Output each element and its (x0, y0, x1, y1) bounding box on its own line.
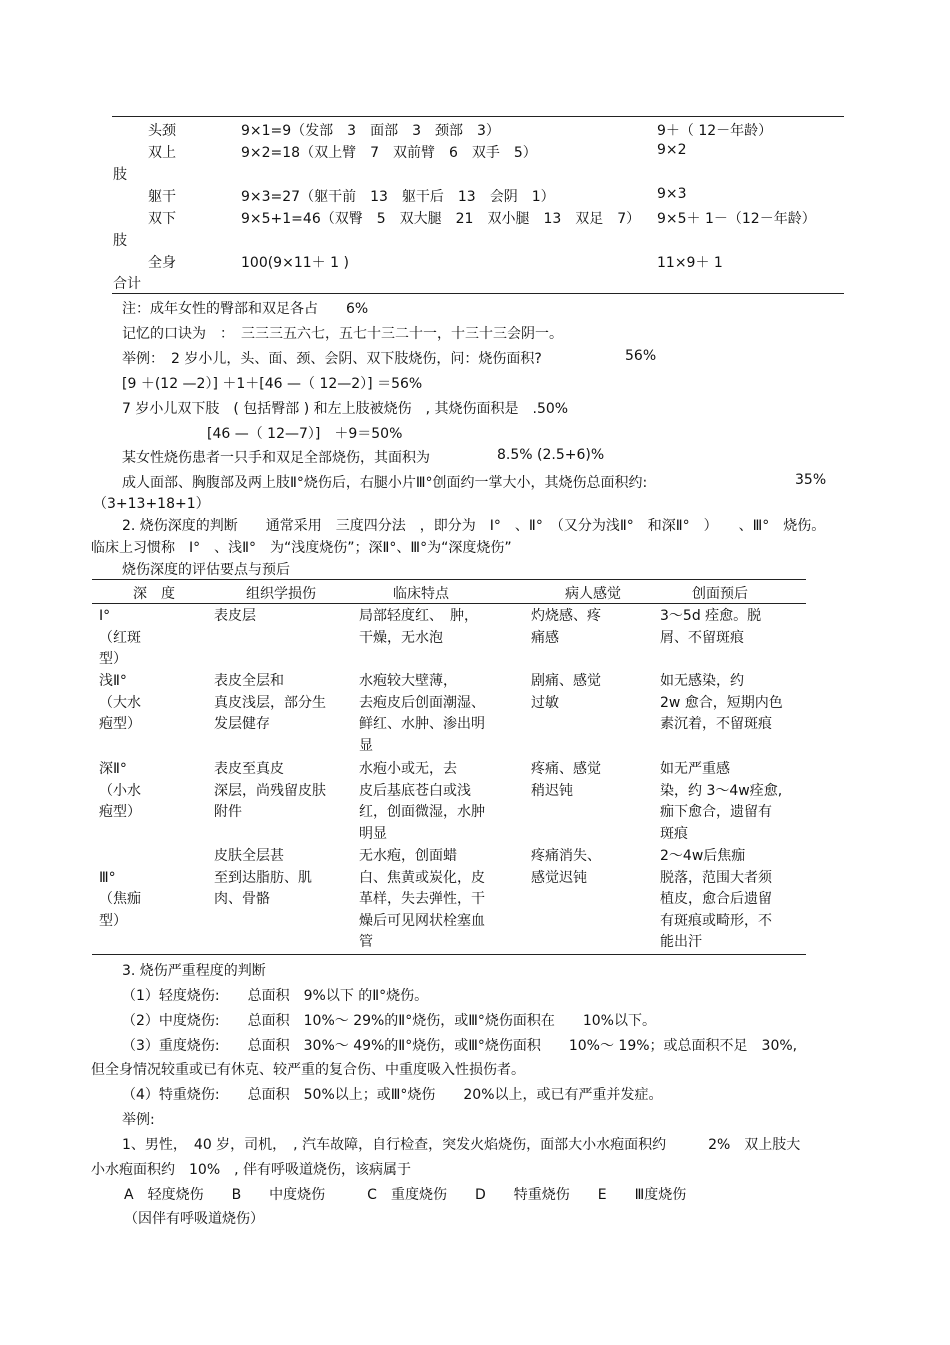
tissue-cell: 表皮全层和 真皮浅层，部分生 发层健存 (214, 673, 326, 732)
depth-table-header: 深 度 (133, 586, 175, 602)
depth-table-header: 创面预后 (692, 586, 748, 602)
example-3-answer: 8.5% (2.5+6)% (497, 447, 605, 463)
severity-mild: （1）轻度烧伤: 总面积 9%以下 的Ⅱ°烧伤。 (122, 988, 429, 1004)
rule-part-wrap: 肢 (113, 167, 127, 183)
prognosis-cell: 2～4w后焦痂 脱落，范围大者须 植皮，愈合后遗留 有斑痕或畸形，不 能出汗 (660, 848, 772, 950)
depth-table-bottom-border (92, 954, 806, 955)
depth-table-header: 病人感觉 (565, 586, 621, 602)
example-4-answer: 35% (795, 472, 827, 488)
example-1-calc: [9 ＋(12 —2）] ＋1＋[46 —（ 12—2）] ＝56% (122, 376, 423, 392)
question-1-line-2: 小水疱面积约 10% , 伴有呼吸道烧伤，该病属于 (91, 1162, 412, 1178)
rule-formula-cell: 9×5+1=46（双臀 5 双大腿 21 双小腿 13 双足 7） (241, 211, 641, 227)
severity-extreme: （4）特重烧伤: 总面积 50%以上；或Ⅲ°烧伤 20%以上，或已有严重并发症。 (122, 1087, 663, 1103)
depth-cell: Ⅰ° （红斑 型） (99, 608, 141, 667)
severity-severe-line-2: 但全身情况较重或已有休克、较严重的复合伤、中重度吸入性损伤者。 (91, 1062, 525, 1078)
feeling-cell: 疼痛消失、 感觉迟钝 (531, 848, 601, 886)
prognosis-cell: 如无严重感 染，约 3～4w痊愈, 痂下愈合，遗留有 斑痕 (660, 761, 783, 842)
rule-child-cell: 11×9＋ 1 (657, 255, 723, 271)
rule-part-wrap: 合计 (113, 276, 141, 292)
question-1-options: A 轻度烧伤 B 中度烧伤 C 重度烧伤 D 特重烧伤 E Ⅲ度烧伤 (124, 1187, 687, 1203)
mnemonic-line: 记忆的口诀为 ： 三三三五六七，五七十三二十一，十三十三会阴一。 (122, 326, 563, 342)
tissue-cell: 表皮层 (214, 608, 256, 624)
example-4-calc: （3+13+18+1） (93, 496, 210, 512)
rule-part-wrap: 肢 (113, 233, 127, 249)
depth-cell: Ⅲ° （焦痂 型） (99, 869, 141, 929)
clinical-cell: 局部轻度红、 肿， 干燥，无水泡 (359, 608, 478, 646)
clinical-cell: 无水疱，创面蜡 白、焦黄或炭化，皮 革样，失去弹性，干 燥后可见网状栓塞血 管 (359, 848, 485, 950)
clinical-cell: 水疱小或无，去 皮后基底苍白或浅 红，创面微湿，水肿 明显 (359, 761, 485, 842)
prognosis-cell: 如无感染，约 2w 愈合，短期内色 素沉着，不留斑痕 (660, 673, 783, 732)
depth-cell: 浅Ⅱ° （大水 疱型） (99, 673, 141, 732)
feeling-cell: 灼烧感、疼 痛感 (531, 608, 601, 646)
feeling-cell: 疼痛、感觉 稍迟钝 (531, 761, 601, 799)
rule-formula-cell: 9×2=18（双上臂 7 双前臂 6 双手 5） (241, 145, 537, 161)
clinical-cell: 水疱较大壁薄， 去疱皮后创面潮湿、 鲜红、水肿、渗出明 显 (359, 673, 485, 754)
depth-table-header-border (92, 603, 806, 604)
example-2-question: 7 岁小儿双下肢 ( 包括臀部 ) 和左上肢被烧伤 , 其烧伤面积是 .50% (122, 401, 569, 417)
example-2-calc: [46 —（ 12—7）] ＋9＝50% (207, 426, 403, 442)
example-1-question: 举例： 2 岁小儿，头、面、颈、会阴、双下肢烧伤，问：烧伤面积? (122, 351, 542, 367)
rule-formula-cell: 9×3=27（躯干前 13 躯干后 13 会阴 1） (241, 189, 555, 205)
severity-example-label: 举例: (122, 1112, 155, 1128)
depth-table-header: 临床特点 (393, 586, 449, 602)
depth-table-title: 烧伤深度的评估要点与预后 (122, 562, 290, 578)
example-4-question: 成人面部、胸腹部及两上肢Ⅱ°烧伤后，右腿小片Ⅲ°创面约一掌大小，其烧伤总面积约: (122, 475, 648, 491)
prognosis-cell: 3～5d 痊愈。脱 屑、不留斑痕 (660, 608, 762, 646)
severity-moderate: （2）中度烧伤: 总面积 10%～ 29%的Ⅱ°烧伤，或Ⅲ°烧伤面积在 10%以下。 (122, 1013, 656, 1029)
rule-part-cell: 双上 (148, 145, 176, 161)
question-1-answer-note: （因伴有呼吸道烧伤） (124, 1211, 264, 1227)
rule-child-cell: 9＋（ 12－年龄） (657, 123, 773, 139)
feeling-cell: 剧痛、感觉 过敏 (531, 673, 601, 711)
rule-part-cell: 双下 (148, 211, 176, 227)
severity-severe-line-1: （3）重度烧伤: 总面积 30%～ 49%的Ⅱ°烧伤，或Ⅲ°烧伤面积 10%～ 19%；或总面积不足 30%, (122, 1038, 798, 1054)
example-1-answer: 56% (625, 348, 657, 364)
rule-part-cell: 全身 (148, 255, 176, 271)
rule-child-cell: 9×2 (657, 142, 687, 158)
rule-child-cell: 9×5＋ 1－（12－年龄） (657, 211, 816, 227)
tissue-cell: 皮肤全层甚 至到达脂肪、肌 肉、骨骼 (214, 848, 312, 907)
rule-formula-cell: 9×1=9（发部 3 面部 3 颈部 3） (241, 123, 500, 139)
rule-part-cell: 头颈 (148, 123, 176, 139)
rule-table-bottom-border (112, 293, 844, 294)
depth-cell: 深Ⅱ° （小水 疱型） (99, 761, 141, 820)
question-1-line-1: 1、男性， 40 岁，司机， , 汽车故障，自行检查，突发火焰烧伤，面部大小水疱面积约 2% 双上肢大 (122, 1137, 801, 1153)
rule-formula-cell: 100(9×11＋ 1 ) (241, 255, 349, 271)
note-line: 注：成年女性的臀部和双足各占 6% (122, 301, 369, 317)
depth-paragraph-line-2: 临床上习惯称 Ⅰ° 、浅Ⅱ° 为“浅度烧伤”；深Ⅱ°、Ⅲ°为“深度烧伤” (91, 540, 512, 556)
rule-table-top-border (112, 116, 844, 117)
example-3-question: 某女性烧伤患者一只手和双足全部烧伤，其面积为 (122, 450, 430, 466)
severity-title: 3. 烧伤严重程度的判断 (122, 963, 266, 979)
rule-part-cell: 躯干 (148, 189, 176, 205)
depth-table-header: 组织学损伤 (246, 586, 316, 602)
tissue-cell: 表皮至真皮 深层，尚残留皮肤 附件 (214, 761, 326, 820)
rule-child-cell: 9×3 (657, 186, 687, 202)
depth-paragraph-line-1: 2. 烧伤深度的判断 通常采用 三度四分法 ，即分为 Ⅰ° 、Ⅱ° （又分为浅Ⅱ° 和深Ⅱ° ） 、Ⅲ° 烧伤。 (122, 518, 826, 534)
depth-table-top-border (92, 579, 806, 580)
